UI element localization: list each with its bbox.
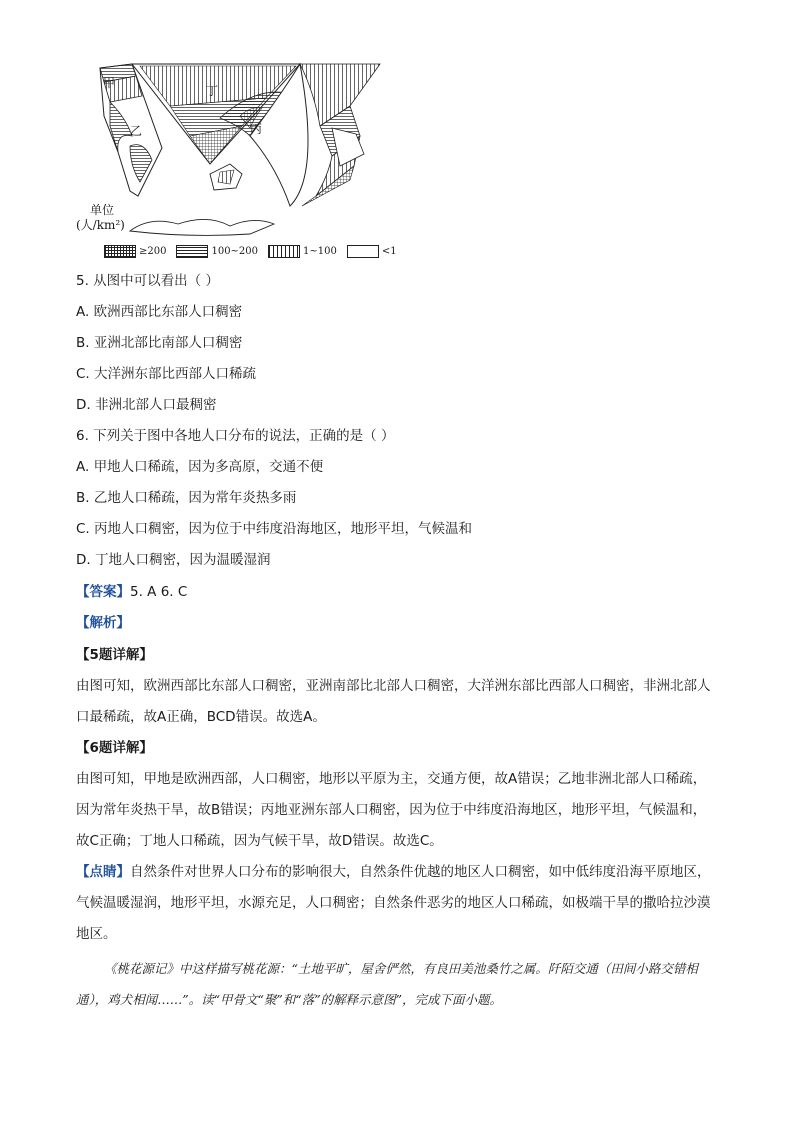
detail6-text: 由图可知，甲地是欧洲西部，人口稠密，地形以平原为主，交通方便，故A错误；乙地非洲北部人口稀疏，因为常年炎热干旱，故B错误；丙地亚洲东部人口稠密，因为位于中纬度沿海地区，地形平坦，气候温和，故C正确；丁地人口稀疏，因为气候干旱，故D错误。故选C。 (76, 771, 707, 849)
q6-option-b: B. 乙地人口稀疏，因为常年炎热多雨 (76, 490, 297, 506)
detail5-text: 由图可知，欧洲西部比东部人口稠密，亚洲南部比北部人口稠密，大洋洲东部比西部人口稠密，非洲北部人口最稀疏，故A正确，BCD错误。故选A。 (76, 678, 711, 725)
tip-text: 自然条件对世界人口分布的影响很大，自然条件优越的地区人口稠密，如中低纬度沿海平原地区，气候温暖湿润，地形平坦，水源充足，人口稠密；自然条件恶劣的地区人口稀疏，如极端干旱的撒哈拉沙漠地区。 (76, 864, 711, 942)
intro-paragraph: 《桃花源记》中这样描写桃花源：“土地平旷，屋舍俨然，有良田美池桑竹之属。阡陌交通（田间小路交错相通），鸡犬相闻……”。读“甲骨文“聚”和“落”的解释示意图”，完成下面小题。 (76, 961, 698, 1007)
unit-line-2: (人/km²) (76, 218, 125, 232)
q6-option-a: A. 甲地人口稀疏，因为多高原，交通不便 (76, 459, 324, 475)
tip-paragraph (76, 857, 716, 950)
q5-option-a: A. 欧洲西部比东部人口稠密 (76, 304, 243, 320)
answer-tag: 【答案】 (76, 584, 130, 600)
legend-swatch-grid (104, 245, 136, 258)
population-density-map (70, 56, 400, 266)
map-label-bing: 丙 (250, 122, 263, 136)
map-unit-label (76, 203, 125, 233)
tip-tag: 【点睛】 (76, 864, 130, 880)
legend-label: <1 (381, 245, 397, 257)
analysis-tag-text: 【解析】 (76, 615, 130, 631)
q6-option-d: D. 丁地人口稠密，因为温暖湿润 (76, 552, 271, 568)
unit-line-1: 单位 (90, 203, 115, 217)
q5-option-b: B. 亚洲北部比南部人口稠密 (76, 335, 243, 351)
map-label-yi: 乙 (130, 124, 143, 138)
analysis-tag (76, 613, 130, 633)
map-drawing (70, 56, 400, 266)
map-label-jia: 甲 (103, 76, 116, 90)
legend-swatch-empty (347, 245, 379, 258)
answer-line (76, 582, 187, 602)
q6-option-c: C. 丙地人口稠密，因为位于中纬度沿海地区，地形平坦，气候温和 (76, 521, 473, 537)
legend-label: ≥200 (139, 245, 167, 257)
q5-option-d: D. 非洲北部人口最稠密 (76, 397, 217, 413)
q6-stem: 6. 下列关于图中各地人口分布的说法，正确的是（ ） (76, 428, 395, 444)
legend-swatch-vertical (268, 245, 300, 258)
detail6-tag: 【6题详解】 (76, 740, 153, 756)
map-label-ding: 丁 (206, 84, 219, 98)
answer-text: 5. A 6. C (130, 584, 188, 600)
legend-label: 1~100 (303, 245, 337, 257)
q5-option-c: C. 大洋洲东部比西部人口稀疏 (76, 366, 257, 382)
detail5-tag: 【5题详解】 (76, 647, 153, 663)
legend-label: 100~200 (211, 245, 259, 257)
q5-stem: 5. 从图中可以看出（ ） (76, 273, 219, 289)
legend-swatch-horizontal (176, 245, 208, 258)
map-legend (104, 243, 407, 259)
